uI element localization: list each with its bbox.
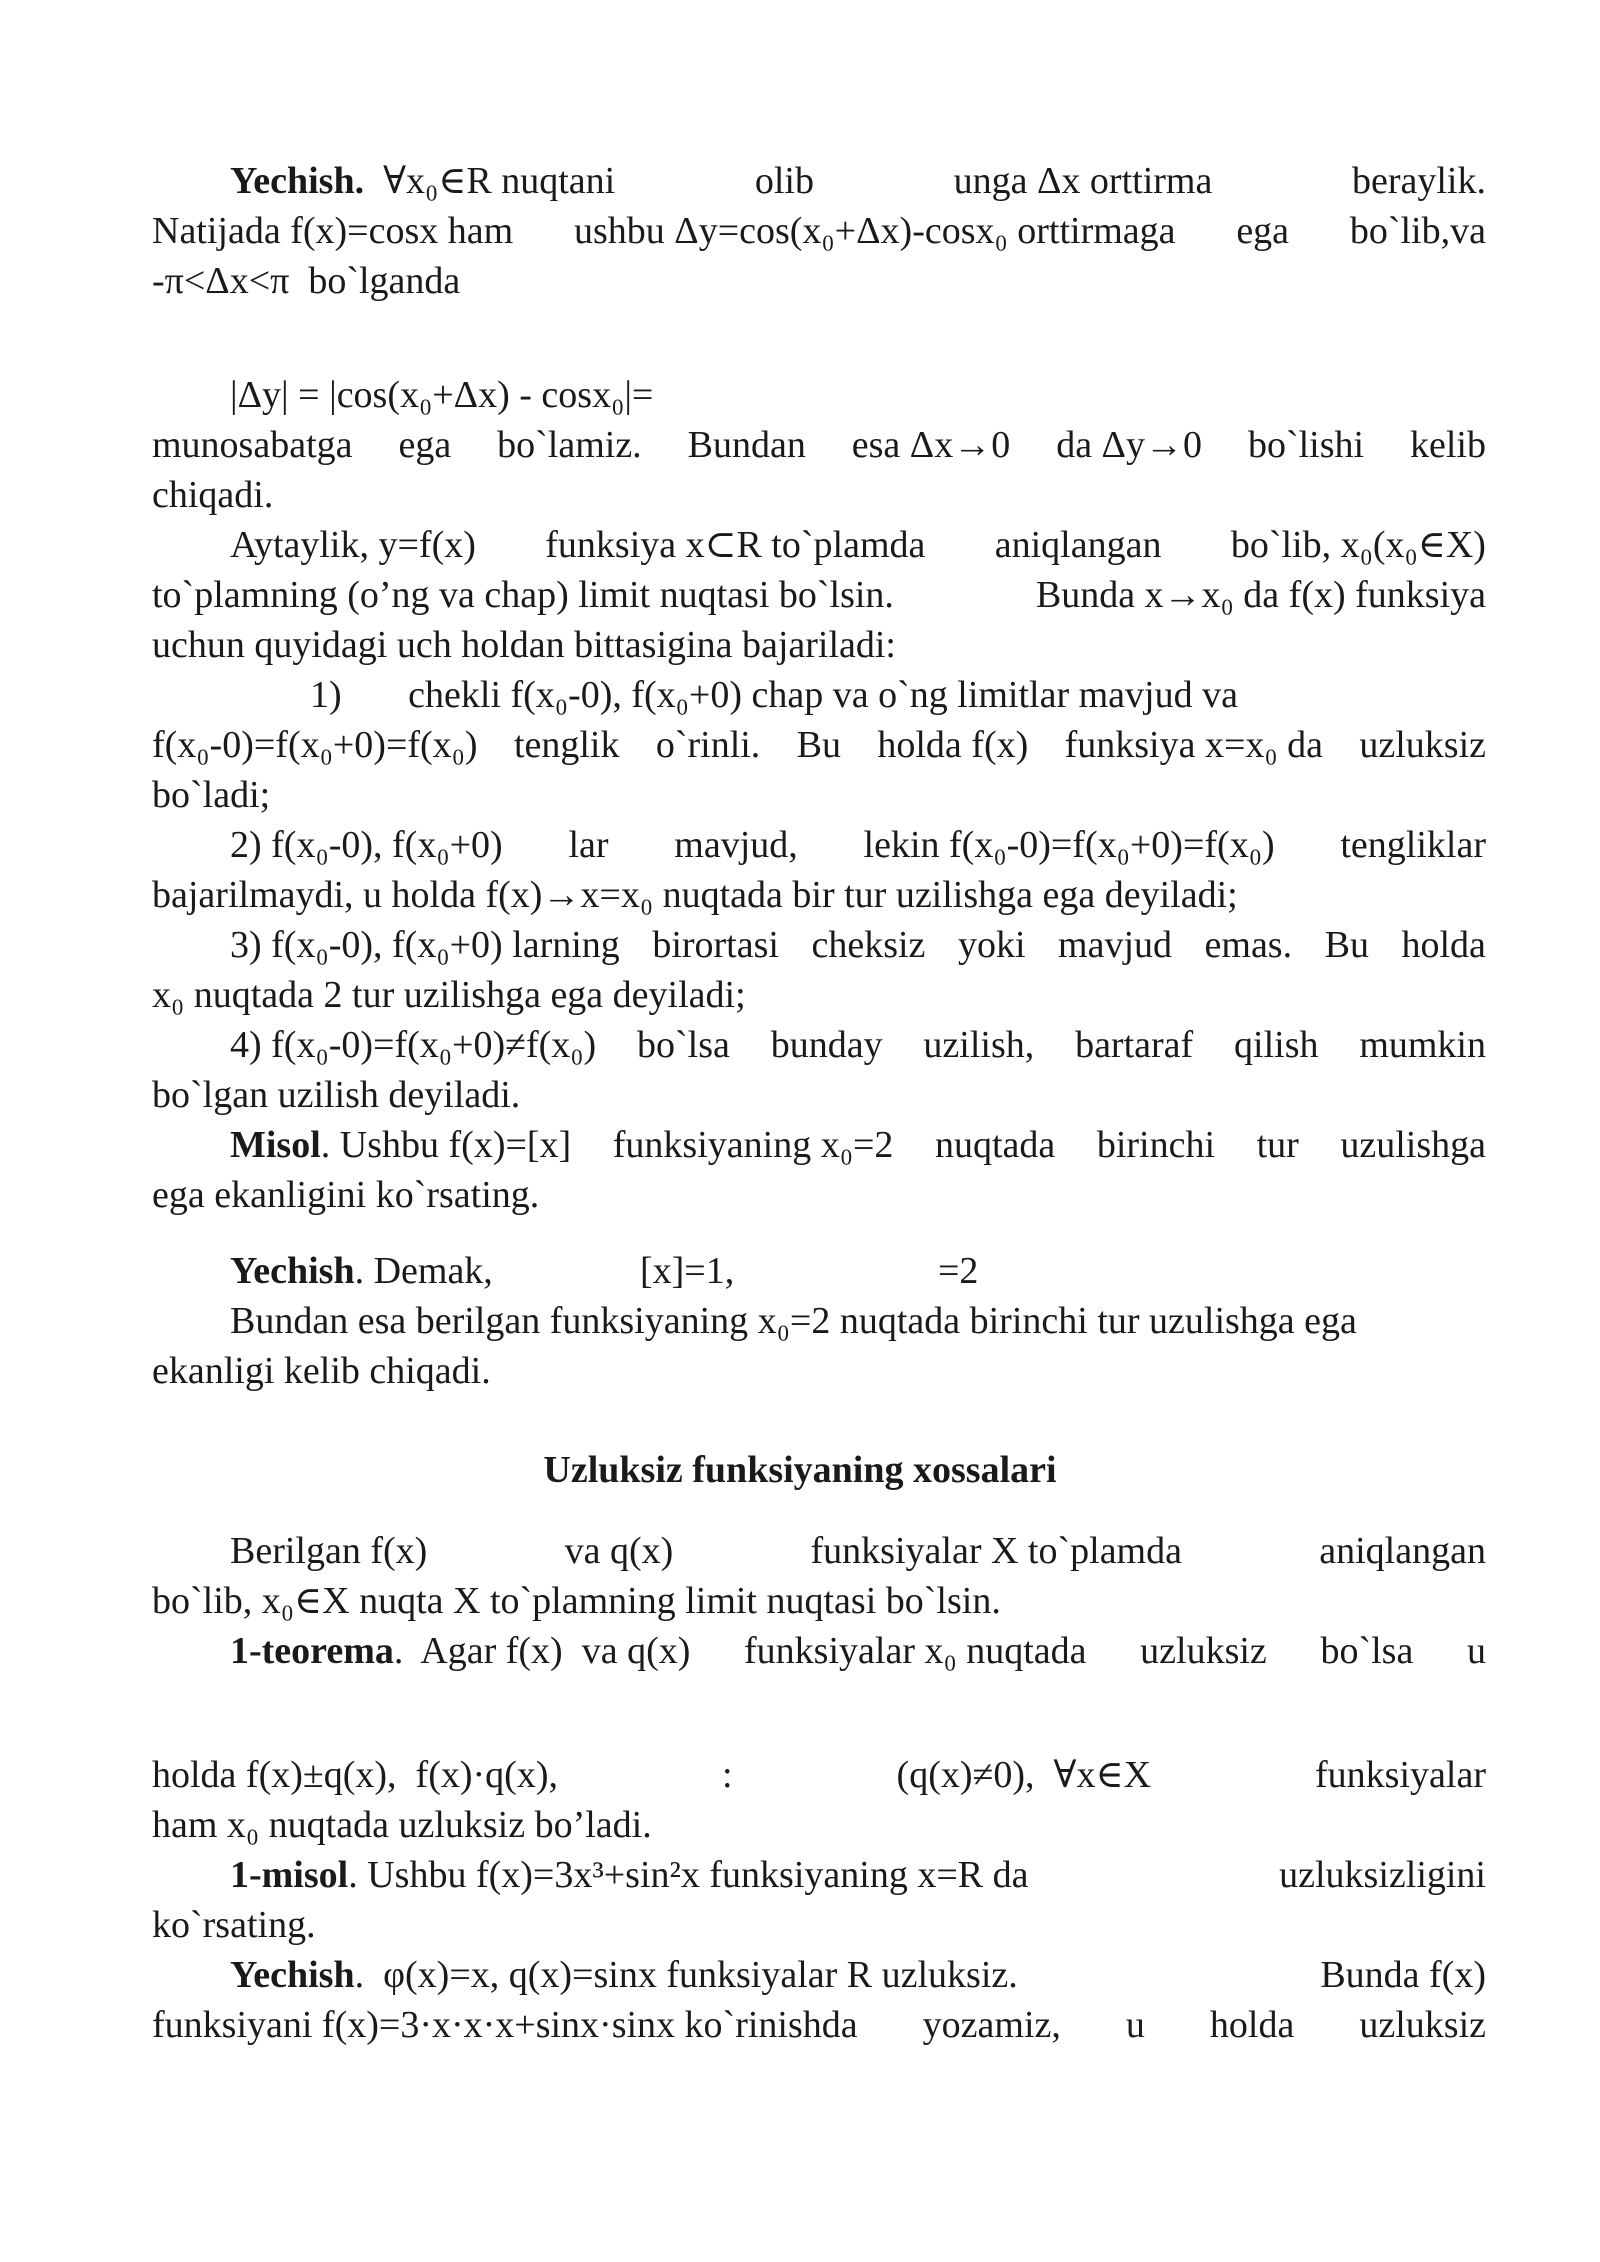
text-run: va q(x) xyxy=(564,1530,674,1572)
text-run: kelib xyxy=(1410,424,1486,466)
paragraph-line xyxy=(152,212,1486,250)
text-run: aniqlangan xyxy=(994,524,1162,566)
example-line xyxy=(230,1856,1486,1894)
paragraph-line xyxy=(152,426,1486,464)
text-run: u xyxy=(1466,1630,1486,1672)
text-run: uzulishga xyxy=(1340,1124,1486,1166)
text-run xyxy=(230,1956,1018,1994)
text-run: mavjud, xyxy=(674,824,798,866)
text-run: yozamiz, xyxy=(922,2004,1061,2046)
text-run: funksiya x=x₀ da xyxy=(1064,724,1324,766)
text-run: uzluksiz xyxy=(1359,724,1486,766)
theorem-label: 1-teorema xyxy=(230,1630,394,1672)
list-item xyxy=(230,826,1486,864)
paragraph-line: ega ekanligini ko`rsating. xyxy=(152,1174,540,1216)
text-run: funksiyaning x₀=2 xyxy=(612,1124,894,1166)
text-run: esa Δx→0 xyxy=(851,424,1011,466)
paragraph-line xyxy=(230,1532,1486,1570)
text-run: bo`lib,va xyxy=(1349,210,1486,252)
list-item: 1) chekli f(x₀-0), f(x₀+0) chap va o`ng limitlar mavjud va xyxy=(310,674,1238,716)
solution-label: Yechish xyxy=(230,1250,355,1292)
text-run: cheksiz xyxy=(811,924,926,966)
text-run: bo`lsa xyxy=(1320,1630,1414,1672)
text-run: mavjud xyxy=(1058,924,1172,966)
solution-line xyxy=(230,1956,1486,1994)
paragraph-line: bo`lib, x₀∈X nuqta X to`plamning limit nuqtasi bo`lsin. xyxy=(152,1580,1001,1622)
paragraph-line: bo`ladi; xyxy=(152,774,271,816)
text-run: uzluksiz xyxy=(1359,2004,1486,2046)
text-run: 4) f(x₀-0)=f(x₀+0)≠f(x₀) xyxy=(230,1024,597,1066)
text-run: u xyxy=(1125,2004,1145,2046)
text-run: ushbu Δy=cos(x₀+Δx)-cosx₀ orttirmaga xyxy=(573,210,1176,252)
paragraph-line xyxy=(230,526,1486,564)
paragraph-line: chiqadi. xyxy=(152,474,274,516)
text-run: holda f(x) xyxy=(877,724,1029,766)
paragraph-line xyxy=(152,1756,1486,1794)
text-run: lar xyxy=(568,824,609,866)
text-run: funksiyani f(x)=3·x·x·x+sinx·sinx ko`rinishda xyxy=(152,2004,858,2046)
text-run: funksiya x⊂R to`plamda xyxy=(545,524,926,566)
text-run xyxy=(230,1126,571,1164)
paragraph-line xyxy=(230,162,1486,200)
text-run: bo`lishi xyxy=(1247,424,1365,466)
text-run: mumkin xyxy=(1359,1024,1486,1066)
text-run: lekin f(x₀-0)=f(x₀+0)=f(x₀) xyxy=(863,824,1275,866)
list-item xyxy=(230,1026,1486,1064)
text-run: bo`lsa xyxy=(637,1024,730,1066)
text-run: nuqtada xyxy=(934,1124,1056,1166)
text-run: o`rinli. xyxy=(655,724,761,766)
text-run: f(x₀-0)=f(x₀+0)=f(x₀) xyxy=(152,724,478,766)
text-run: beraylik. xyxy=(1351,160,1486,202)
text-run xyxy=(230,1632,690,1670)
text-run: funksiyalar xyxy=(1315,1754,1486,1796)
paragraph-line: ham x₀ nuqtada uzluksiz bo’ladi. xyxy=(152,1804,652,1846)
text-run: . Demak, xyxy=(354,1250,493,1292)
list-item xyxy=(230,926,1486,964)
text-run: birortasi xyxy=(652,924,779,966)
text-run: . Agar f(x) va q(x) xyxy=(393,1630,691,1672)
solution-label: Yechish. xyxy=(230,160,365,202)
text-run: ega xyxy=(398,424,452,466)
example-label: 1-misol xyxy=(230,1854,349,1896)
paragraph-line: Bundan esa berilgan funksiyaning x₀=2 nuqtada birinchi tur uzulishga ega xyxy=(230,1300,1357,1342)
text-run: Bunda x→x₀ da f(x) funksiya xyxy=(1035,574,1486,616)
paragraph-line: x₀ nuqtada 2 tur uzilishga ega deyiladi; xyxy=(152,974,746,1016)
text-run: Bunda f(x) xyxy=(1320,1954,1486,1996)
paragraph-line: -π<Δx<π bo`lganda xyxy=(152,260,461,302)
text-run: tengliklar xyxy=(1340,824,1486,866)
text-run: aniqlangan xyxy=(1319,1530,1486,1572)
paragraph-line xyxy=(152,726,1486,764)
text-run: . Ushbu f(x)=[x] xyxy=(320,1124,572,1166)
paragraph-line: ekanligi kelib chiqadi. xyxy=(152,1350,491,1392)
example-line xyxy=(230,1126,1486,1164)
text-run: munosabatga xyxy=(152,424,353,466)
text-run: uzluksizligini xyxy=(1279,1854,1486,1896)
text-run: to`plamning (o’ng va chap) limit nuqtasi bo`lsin. xyxy=(152,574,894,616)
text-run: : xyxy=(721,1754,733,1796)
section-heading: Uzluksiz funksiyaning xossalari xyxy=(543,1449,1057,1491)
text-run: yoki xyxy=(957,924,1026,966)
text-run: (q(x)≠0), ∀x∈X xyxy=(896,1754,1152,1796)
paragraph-line: bajarilmaydi, u holda f(x)→x=x₀ nuqtada bir tur uzilishga ega deyiladi; xyxy=(152,874,1238,916)
text-run: ega xyxy=(1236,210,1290,252)
text-run: holda xyxy=(1401,924,1486,966)
text-run: emas. xyxy=(1204,924,1293,966)
text-run: unga Δx orttirma xyxy=(953,160,1213,202)
text-run: Bu xyxy=(796,724,842,766)
text-run xyxy=(230,1856,1028,1894)
text-run: bunday xyxy=(770,1024,883,1066)
text-run: =2 xyxy=(938,1250,979,1292)
text-run: olib xyxy=(754,160,814,202)
text-run: Bu xyxy=(1324,924,1369,966)
text-run: uzilish, xyxy=(923,1024,1035,1066)
paragraph-line xyxy=(152,2006,1486,2044)
paragraph-line xyxy=(152,576,1486,614)
example-label: Misol xyxy=(230,1124,321,1166)
text-run: bo`lib, x₀(x₀∈X) xyxy=(1230,524,1486,566)
theorem-line xyxy=(230,1632,1486,1670)
text-run: [x]=1, xyxy=(640,1250,735,1292)
solution-line xyxy=(230,1252,493,1290)
text-run: da Δy→0 xyxy=(1056,424,1202,466)
text-run: funksiyalar X to`plamda xyxy=(810,1530,1182,1572)
text-run: bartaraf xyxy=(1075,1024,1194,1066)
text-run: holda f(x)±q(x), f(x)·q(x), xyxy=(152,1754,558,1796)
text-run: tenglik xyxy=(513,724,620,766)
text-run: Aytaylik, y=f(x) xyxy=(230,524,476,566)
text-run: holda xyxy=(1209,2004,1295,2046)
text-run xyxy=(230,162,615,200)
text-run: uzluksiz xyxy=(1140,1630,1267,1672)
text-run: 2) f(x₀-0), f(x₀+0) xyxy=(230,824,503,866)
paragraph-line: bo`lgan uzilish deyiladi. xyxy=(152,1074,521,1116)
text-run: . Ushbu f(x)=3x³+sin²x funksiyaning x=R da xyxy=(348,1854,1029,1896)
paragraph-line: uchun quyidagi uch holdan bittasigina bajariladi: xyxy=(152,624,896,666)
text-run: . φ(x)=x, q(x)=sinx funksiyalar R uzluksiz. xyxy=(354,1954,1018,1996)
text-run: bo`lamiz. xyxy=(497,424,642,466)
text-run: Berilgan f(x) xyxy=(230,1530,428,1572)
text-run: birinchi xyxy=(1096,1124,1216,1166)
text-run: tur xyxy=(1256,1124,1299,1166)
text-run: funksiyalar x₀ nuqtada xyxy=(744,1630,1087,1672)
text-run: Natijada f(x)=cosx ham xyxy=(152,210,514,252)
solution-label: Yechish xyxy=(230,1954,355,1996)
text-run: ∀x₀∈R nuqtani xyxy=(364,160,616,202)
text-run: qilish xyxy=(1234,1024,1319,1066)
text-run: Bundan xyxy=(687,424,806,466)
formula-line: |Δy| = |cos(x₀+Δx) - cosx₀|= xyxy=(230,374,654,416)
text-run: 3) f(x₀-0), f(x₀+0) larning xyxy=(230,924,620,966)
paragraph-line: ko`rsating. xyxy=(152,1904,316,1946)
